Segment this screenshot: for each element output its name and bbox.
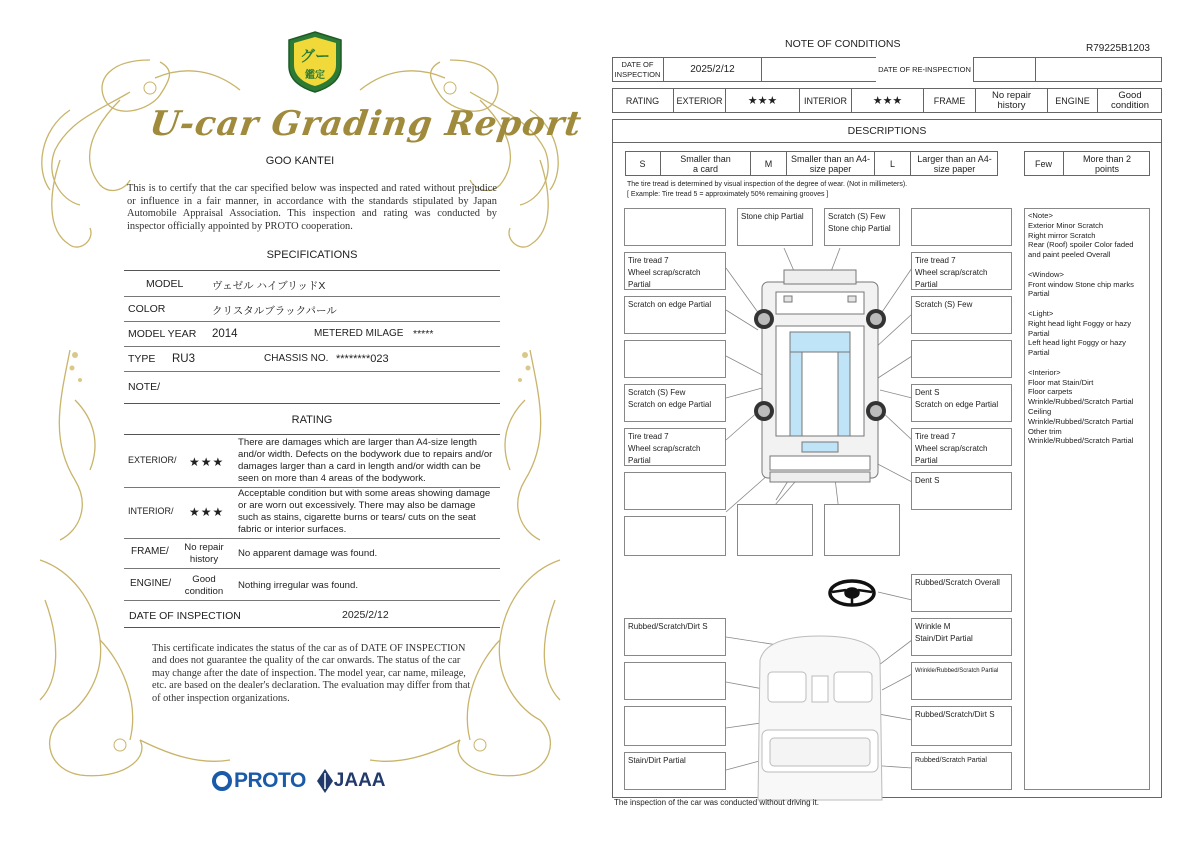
svg-text:グー: グー bbox=[299, 47, 331, 65]
date-inspection-value: 2025/2/12 bbox=[664, 57, 762, 82]
exterior-box-right-4: Dent S Scratch on edge Partial bbox=[911, 384, 1012, 422]
proto-logo-text: PROTO bbox=[234, 769, 306, 792]
legend-text-l: Larger than an A4-size paper bbox=[917, 153, 992, 174]
interior-box-right-3: Rubbed/Scratch/Dirt S bbox=[911, 706, 1012, 746]
divider bbox=[124, 568, 500, 569]
color-value: クリスタルブラックパール bbox=[212, 305, 337, 317]
exterior-box-empty bbox=[624, 208, 726, 246]
divider bbox=[124, 403, 500, 404]
type-label: TYPE bbox=[128, 353, 156, 365]
goo-kantei-badge bbox=[285, 30, 345, 94]
exterior-label: EXTERIOR/ bbox=[128, 455, 177, 465]
interior-box-empty bbox=[624, 706, 726, 746]
exterior-box-left-4: Scratch (S) Few Scratch on edge Partial bbox=[624, 384, 726, 422]
color-label: COLOR bbox=[128, 303, 166, 315]
rating-heading: RATING bbox=[291, 414, 333, 426]
certificate-disclaimer: This certificate indicates the status of the car as of DATE OF INSPECTION and does not guarantee the quality of the car onwards. The status of the car may change after the date of inspection. The model year, car name, mileage, etc. are based on the dealer's declaration. The evaluation may differ from that of other inspection organizations. bbox=[152, 643, 471, 704]
date-reinspection-label: DATE OF RE-INSPECTION bbox=[876, 57, 974, 82]
exterior-description: There are damages which are larger than A4-size length and/or width. Defects on the bodywork due to repairs and/or damages larger than a card in length and/or width can be seen on more than 4 areas of the bodywork. bbox=[238, 437, 493, 484]
exterior-label: EXTERIOR bbox=[674, 88, 726, 113]
metered-milage-label: METERED MILAGE bbox=[314, 328, 404, 339]
reference-number: R79225B1203 bbox=[1086, 43, 1150, 54]
interior-box-empty bbox=[624, 662, 726, 700]
model-year-value: 2014 bbox=[212, 328, 238, 340]
specifications-heading: SPECIFICATIONS bbox=[266, 249, 358, 261]
exterior-box-empty bbox=[624, 516, 726, 556]
frame-value: No repair history bbox=[976, 88, 1048, 113]
tire-tread-example: [ Example: Tire tread 5 = approximately 50% remaining grooves ] bbox=[627, 191, 829, 198]
legend-text-m: Smaller than an A4-size paper bbox=[787, 151, 875, 176]
exterior-box-left-5: Tire tread 7 Wheel scrap/scratch Partial bbox=[624, 428, 726, 466]
frame-value: No repair history bbox=[184, 542, 224, 565]
sponsor-logos bbox=[212, 768, 386, 794]
legend-key-m: M bbox=[751, 151, 787, 176]
divider bbox=[124, 346, 500, 347]
exterior-box-right-6: Dent S bbox=[911, 472, 1012, 510]
frame-label: FRAME/ bbox=[131, 546, 169, 557]
divider bbox=[124, 296, 500, 297]
condition-notes: <Note> Exterior Minor Scratch Right mirror Scratch Rear (Roof) spoiler Color faded and paint peeled Overall <Window> Front window Stone chip marks Partial <Light> Right head light Foggy or hazy Partial Left head light Foggy or hazy Partial <Interior> Floor mat Stain/Dirt Floor carpets Wrinkle/Rubbed/Scratch Partial Ceiling Wrinkle/Rubbed/Scratch Partial Other trim Wrinkle/Rubbed/Scratch Partial bbox=[1024, 208, 1150, 790]
jaaa-logo bbox=[316, 768, 386, 794]
chassis-label: CHASSIS NO. bbox=[264, 353, 329, 364]
legend-key-s: S bbox=[625, 151, 661, 176]
note-label: NOTE/ bbox=[128, 381, 161, 393]
interior-label: INTERIOR/ bbox=[128, 506, 174, 516]
exterior-box-empty bbox=[737, 504, 813, 556]
proto-logo bbox=[212, 769, 306, 793]
engine-value: Good condition bbox=[1110, 89, 1150, 111]
engine-value: Good condition bbox=[184, 574, 224, 597]
divider bbox=[124, 434, 500, 435]
legend-text-s: Smaller than a card bbox=[661, 151, 751, 176]
interior-box-left-4: Stain/Dirt Partial bbox=[624, 752, 726, 790]
exterior-box-empty bbox=[911, 208, 1012, 246]
proto-q-icon bbox=[212, 771, 232, 791]
divider bbox=[124, 321, 500, 322]
type-value: RU3 bbox=[172, 353, 196, 365]
inspection-footer-note: The inspection of the car was conducted without driving it. bbox=[614, 798, 819, 807]
divider bbox=[124, 371, 500, 372]
divider bbox=[124, 627, 500, 628]
interior-box-left-1: Rubbed/Scratch/Dirt S bbox=[624, 618, 726, 656]
note-of-conditions-sheet bbox=[600, 0, 1200, 848]
exterior-box-right-5: Tire tread 7 Wheel scrap/scratch Partial bbox=[911, 428, 1012, 466]
exterior-box-right-2: Scratch (S) Few bbox=[911, 296, 1012, 334]
interior-box-right-2: Wrinkle/Rubbed/Scratch Partial bbox=[911, 662, 1012, 700]
exterior-box-empty bbox=[624, 472, 726, 510]
model-year-label: MODEL YEAR bbox=[128, 328, 197, 340]
date-of-inspection-label: DATE OF INSPECTION bbox=[129, 610, 241, 622]
exterior-box-empty bbox=[824, 504, 900, 556]
engine-label: ENGINE bbox=[1048, 88, 1098, 113]
exterior-box-front-right: Scratch (S) Few Stone chip Partial bbox=[824, 208, 900, 246]
frame-label: FRAME bbox=[924, 88, 976, 113]
interior-stars: ★★★ bbox=[189, 505, 225, 519]
rating-label: RATING bbox=[612, 88, 674, 113]
interior-description: Acceptable condition but with some areas showing damage or are worn out excessively. There may also be damage such as stains, cigarette burns or tears/ cuts on the seat fabric or interior surfaces. bbox=[238, 488, 491, 535]
exterior-box-left-1: Tire tread 7 Wheel scrap/scratch Partial bbox=[624, 252, 726, 290]
exterior-box-left-2: Scratch on edge Partial bbox=[624, 296, 726, 334]
certification-text: This is to certify that the car specified below was inspected and rated without prejudice or influence in a fair manner, in accordance with the standards stipulated by Japan Automobile Appraisal Association. This inspection and rating was conducted by inspector officially appointed by PROTO cooperation. bbox=[127, 183, 497, 232]
jaaa-emblem-icon bbox=[316, 768, 334, 794]
metered-milage-value: ***** bbox=[413, 328, 434, 340]
steering-wheel bbox=[830, 581, 874, 605]
date-inspection-label: DATE OF INSPECTION bbox=[612, 57, 664, 82]
sheet-title: NOTE OF CONDITIONS bbox=[785, 38, 901, 50]
legend-key-l: L bbox=[875, 151, 911, 176]
model-value: ヴェゼル ハイブリッドX bbox=[212, 280, 326, 292]
report-subtitle: GOO KANTEI bbox=[265, 155, 335, 167]
legend-text-few: More than 2 points bbox=[1082, 153, 1132, 174]
exterior-box-empty bbox=[911, 340, 1012, 378]
divider bbox=[124, 270, 500, 271]
interior-box-right-1: Wrinkle M Stain/Dirt Partial bbox=[911, 618, 1012, 656]
descriptions-heading: DESCRIPTIONS bbox=[612, 119, 1162, 143]
interior-label: INTERIOR bbox=[800, 88, 852, 113]
engine-description: Nothing irregular was found. bbox=[238, 580, 358, 591]
jaaa-logo-text: JAAA bbox=[333, 770, 386, 791]
report-title: U-car Grading Report bbox=[147, 104, 585, 144]
tire-tread-note: The tire tread is determined by visual inspection of the degree of wear. (Not in millimeters). bbox=[627, 181, 908, 188]
frame-description: No apparent damage was found. bbox=[238, 548, 378, 559]
model-label: MODEL bbox=[146, 278, 184, 290]
date-of-inspection-value: 2025/2/12 bbox=[342, 609, 389, 621]
legend-key-few: Few bbox=[1024, 151, 1064, 176]
divider bbox=[124, 538, 500, 539]
exterior-box-right-1: Tire tread 7 Wheel scrap/scratch Partial bbox=[911, 252, 1012, 290]
interior-box-right-4: Rubbed/Scratch Partial bbox=[911, 752, 1012, 790]
exterior-box-front-left: Stone chip Partial bbox=[737, 208, 813, 246]
exterior-rating: ★★★ bbox=[726, 88, 800, 113]
engine-label: ENGINE/ bbox=[130, 578, 172, 589]
svg-text:鑑定: 鑑定 bbox=[305, 70, 325, 81]
chassis-value: ********023 bbox=[336, 353, 389, 365]
divider bbox=[124, 600, 500, 601]
exterior-stars: ★★★ bbox=[189, 455, 225, 469]
interior-box-steering: Rubbed/Scratch Overall bbox=[911, 574, 1012, 612]
interior-rating: ★★★ bbox=[852, 88, 924, 113]
exterior-box-empty bbox=[624, 340, 726, 378]
